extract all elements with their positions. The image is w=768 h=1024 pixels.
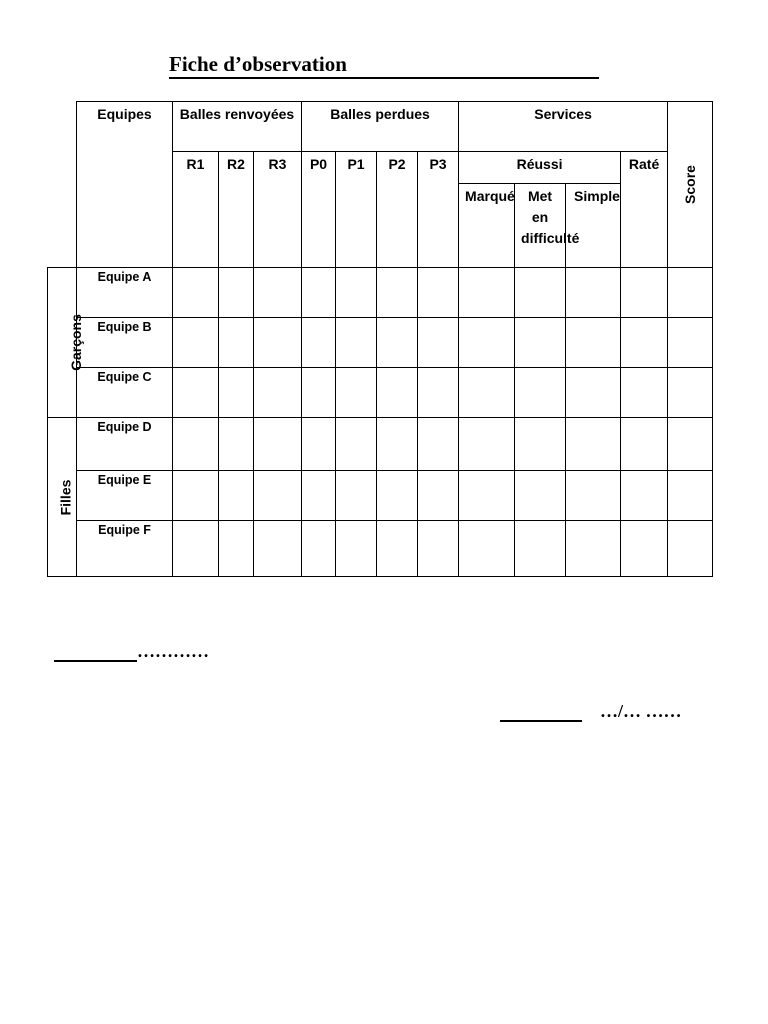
- table-row: [48, 418, 713, 471]
- header-balles-renvoyees: Balles renvoyées: [173, 102, 302, 152]
- header-p1: P1: [336, 152, 377, 268]
- footer-left-signature: [54, 640, 209, 662]
- team-cell: Equipe B: [77, 318, 173, 368]
- document-title: [169, 51, 599, 79]
- header-score-label: Score: [681, 165, 698, 204]
- header-score: [668, 102, 713, 268]
- title-text: Fiche d’observation: [169, 52, 347, 76]
- corner-cell: [48, 102, 77, 268]
- header-marque: Marqué: [459, 184, 515, 268]
- header-p3: P3: [418, 152, 459, 268]
- team-cell: Equipe F: [77, 521, 173, 577]
- group-filles: [48, 418, 77, 577]
- header-simple: Simple: [566, 184, 621, 268]
- header-reussi: Réussi: [459, 152, 621, 184]
- header-rate: Raté: [621, 152, 668, 268]
- header-met-en-difficulte: Met en difficulté: [515, 184, 566, 268]
- table-row: [48, 318, 713, 368]
- group-filles-label: Filles: [57, 479, 74, 515]
- header-r3: R3: [254, 152, 302, 268]
- header-p0: P0: [302, 152, 336, 268]
- table-row: [48, 368, 713, 418]
- header-services: Services: [459, 102, 668, 152]
- group-garcons-label: Garçons: [67, 314, 84, 371]
- team-cell: Equipe E: [77, 471, 173, 521]
- header-r1: R1: [173, 152, 219, 268]
- observation-table: [47, 101, 713, 577]
- footer-right-date: [500, 700, 682, 722]
- header-row-1: [48, 102, 713, 152]
- left-blank-line: [54, 640, 137, 662]
- group-garcons: [48, 268, 84, 418]
- team-cell: Equipe A: [77, 268, 173, 318]
- header-equipes: Equipes: [77, 102, 173, 268]
- left-dots: …………: [137, 641, 209, 661]
- right-blank-line: [500, 700, 582, 722]
- header-balles-perdues: Balles perdues: [302, 102, 459, 152]
- table-row: [48, 521, 713, 577]
- team-cell: Equipe D: [77, 418, 173, 471]
- right-dots: …/… ……: [600, 701, 682, 721]
- team-cell: Equipe C: [77, 368, 173, 418]
- table-row: [48, 268, 713, 318]
- table-row: [48, 471, 713, 521]
- header-r2: R2: [219, 152, 254, 268]
- header-p2: P2: [377, 152, 418, 268]
